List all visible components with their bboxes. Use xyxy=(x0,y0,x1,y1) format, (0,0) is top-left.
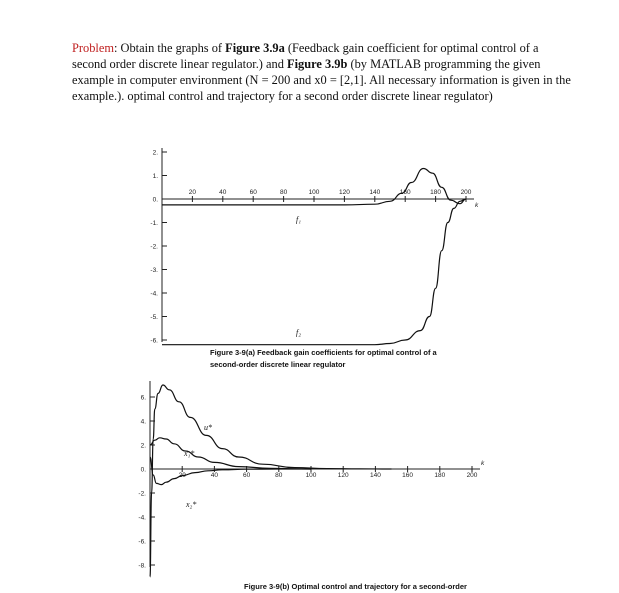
y-tick-label: -8. xyxy=(138,562,146,570)
y-tick-label: 4. xyxy=(140,418,146,426)
y-tick-label: 2. xyxy=(140,442,146,450)
y-tick-label: -5. xyxy=(150,314,158,321)
series-x2_star xyxy=(150,457,311,485)
x-tick-label: 200 xyxy=(466,472,478,479)
x-tick-label: 140 xyxy=(369,472,381,479)
x-tick-label: 60 xyxy=(249,189,257,196)
figure-caption-line-1: Figure 3-9(a) Feedback gain coefficients for optimal control of a xyxy=(210,348,437,357)
y-tick-label: 0. xyxy=(140,466,146,474)
x-tick-label: 40 xyxy=(219,189,227,196)
x-axis-symbol: k xyxy=(475,202,479,209)
x-tick-label: 80 xyxy=(279,189,288,196)
x-tick-label: 180 xyxy=(430,189,442,196)
problem-label: Problem xyxy=(72,41,114,55)
y-tick-label: -4. xyxy=(150,290,158,298)
x-tick-label: 40 xyxy=(210,472,219,479)
series-label-u_star: u* xyxy=(204,423,212,432)
figure-caption-line-2: second-order discrete linear regulator xyxy=(210,360,346,369)
x-tick-label: 200 xyxy=(460,189,472,196)
x-tick-label: 80 xyxy=(275,472,283,479)
x-tick-label: 100 xyxy=(305,472,317,479)
y-tick-label: 1. xyxy=(152,173,158,180)
x-tick-label: 160 xyxy=(399,189,411,196)
series-label-f1: f₁ xyxy=(296,215,302,224)
series-label-x1_star: x₁* xyxy=(184,449,195,458)
figure-reference: Figure 3.9a xyxy=(225,41,285,55)
x-tick-label: 180 xyxy=(434,472,446,479)
figure-reference: Figure 3.9b xyxy=(287,57,348,71)
x-tick-label: 20 xyxy=(188,189,197,196)
series-u_star xyxy=(150,385,392,577)
series-f2 xyxy=(162,199,466,345)
y-tick-label: 2. xyxy=(152,149,158,157)
x-tick-label: 100 xyxy=(308,189,320,196)
figure-caption: Figure 3-9(b) Optimal control and trajectory for a second-order xyxy=(244,582,467,591)
y-tick-label: 0. xyxy=(152,196,158,204)
x-tick-label: 160 xyxy=(402,472,414,479)
x-tick-label: 120 xyxy=(337,472,349,479)
y-tick-label: 6. xyxy=(140,394,146,402)
problem-text: (by MATLAB programming the given example in computer environment (N = 200 and x0 = [2,1]. All necessary information is given in the example.). optimal control and trajectory for a second order discrete linear regulator) xyxy=(72,57,571,103)
x-tick-label: 20 xyxy=(178,472,186,479)
series-label-x2_star: x₂* xyxy=(186,500,197,509)
problem-text: : Obtain the graphs of xyxy=(114,41,226,55)
x-tick-label: 140 xyxy=(369,189,381,196)
y-tick-label: -6. xyxy=(150,337,158,345)
y-tick-label: -1. xyxy=(150,220,158,227)
y-tick-label: -3. xyxy=(150,267,158,274)
y-tick-label: -4. xyxy=(138,514,146,522)
x-axis-symbol: k xyxy=(481,460,485,467)
series-label-f2: f₂ xyxy=(296,328,302,337)
y-tick-label: -2. xyxy=(138,490,146,498)
x-tick-label: 120 xyxy=(338,189,350,196)
y-tick-label: -2. xyxy=(150,243,158,251)
y-tick-label: -6. xyxy=(138,538,146,546)
problem-text: (Feedback gain coefficient for optimal control of a second order discrete linear regulator.) and xyxy=(72,41,539,71)
x-tick-label: 60 xyxy=(242,472,251,479)
